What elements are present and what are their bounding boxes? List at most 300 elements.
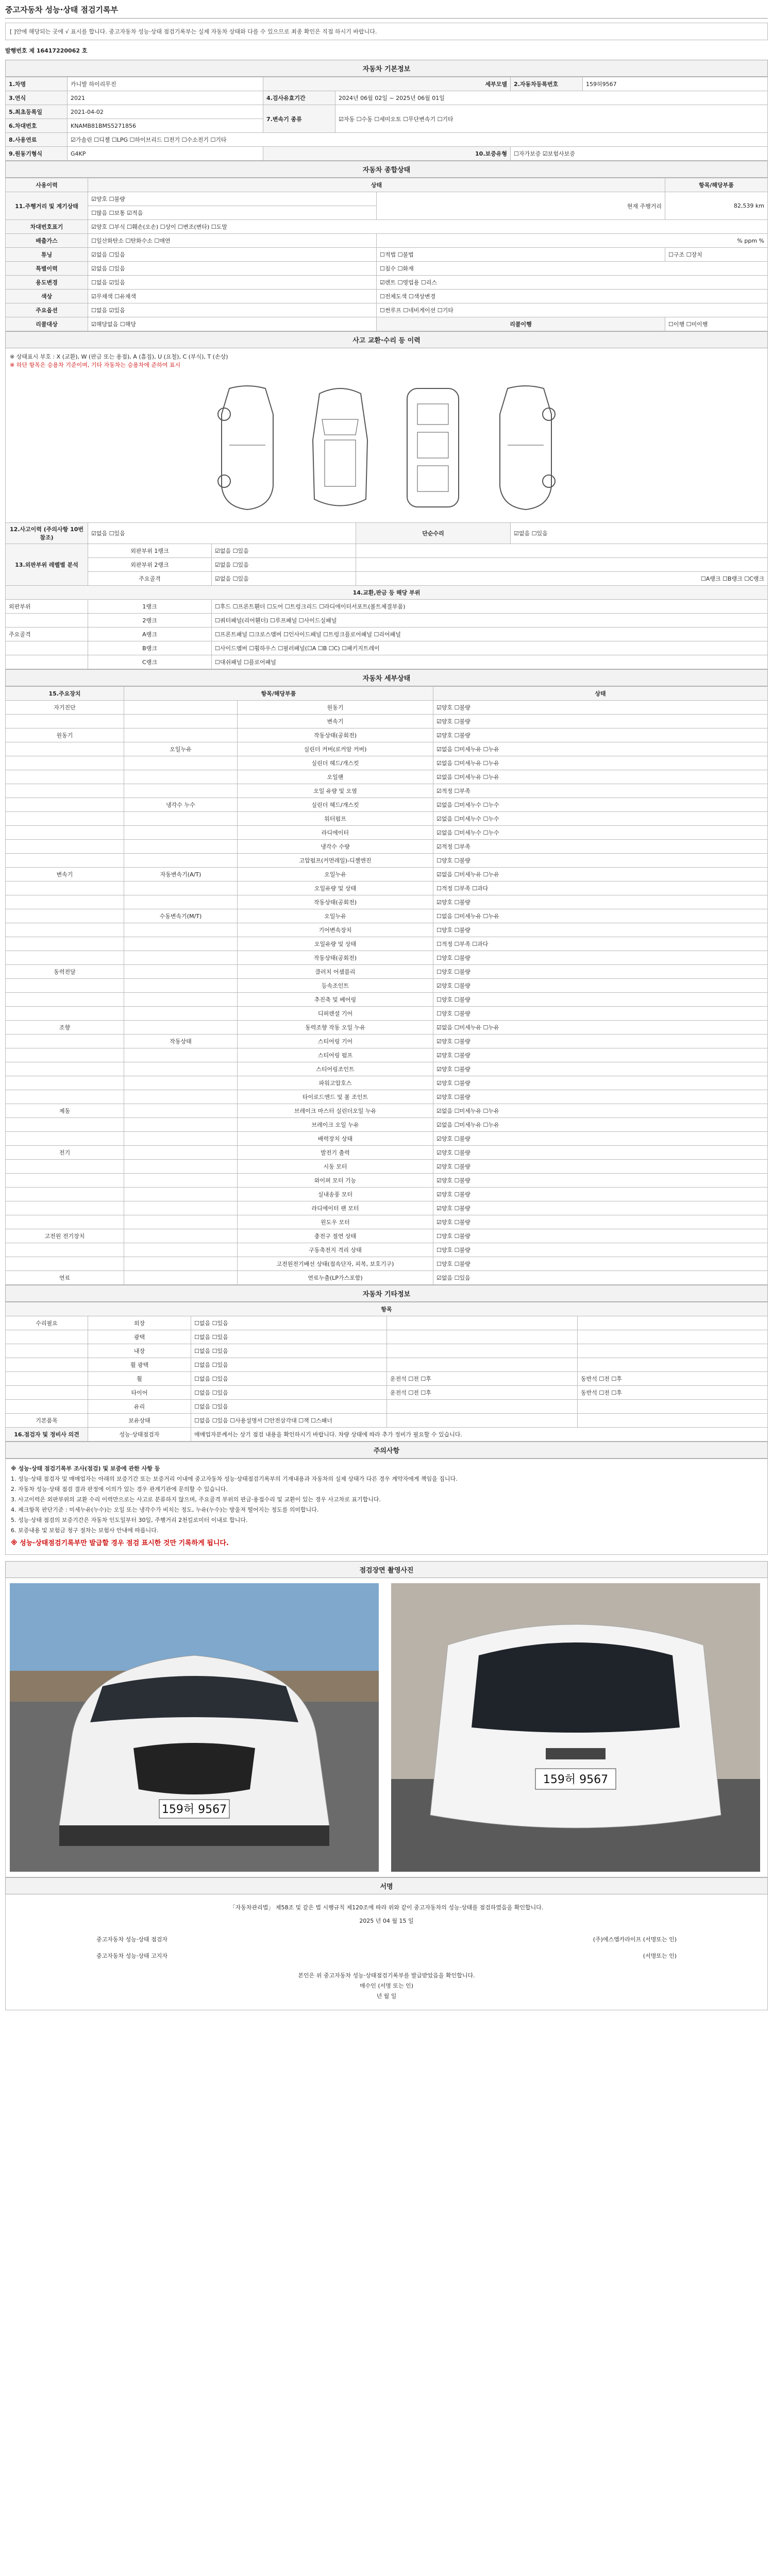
- car-interior-icon: [394, 383, 472, 512]
- cell: ☐없음 ☐있음: [191, 1386, 387, 1400]
- table-row: [6, 923, 768, 937]
- table-row: [6, 979, 768, 993]
- cell: 라디에이터 팬 모터: [238, 1201, 433, 1215]
- car-top-icon: [301, 383, 379, 512]
- cell: [6, 715, 124, 728]
- cell: 원동기: [6, 728, 124, 742]
- cell: 세부모델: [263, 77, 511, 91]
- cell: 조향: [6, 1021, 124, 1035]
- cell: [6, 1386, 88, 1400]
- car-side-left-icon: [209, 383, 286, 512]
- cell: [578, 1330, 768, 1344]
- table-row: [6, 1048, 768, 1062]
- caution-title: 주의사항: [5, 1442, 768, 1459]
- cell: ☑적정 ☐부족: [433, 784, 768, 798]
- caution-line: 6. 보증내용 및 보험금 청구 절차는 보험사 안내에 따릅니다.: [11, 1527, 159, 1534]
- cell: B랭크: [88, 641, 212, 655]
- table-row: [6, 812, 768, 826]
- cell: [124, 826, 238, 840]
- cell: 오일 유량 및 오염: [238, 784, 433, 798]
- cell: C랭크: [88, 655, 212, 669]
- detail-rows: [6, 701, 768, 1285]
- cell: ☑무채색 ☐유채색: [88, 290, 377, 303]
- cell: 10.보증유형: [263, 147, 511, 161]
- cell: [6, 655, 88, 669]
- cell: 외판부위 1랭크: [88, 544, 212, 558]
- cell: 159허9567: [583, 77, 768, 91]
- cell: ☐없음 ☐있음: [191, 1344, 387, 1358]
- cell: 연료: [6, 1271, 124, 1285]
- cell: 냉각수 수량: [238, 840, 433, 854]
- cell: % ppm %: [377, 234, 768, 248]
- caution-line: 2. 자동차 성능·상태 점검 결과 판정에 이의가 있는 경우 관계기관에 문의할 수 있습니다.: [11, 1486, 228, 1493]
- cell: ☐대쉬패널 ☐플로어패널: [212, 655, 768, 669]
- front-photo: [10, 1583, 379, 1872]
- cell: ☐없음 ☐있음: [191, 1316, 387, 1330]
- cell: 클러치 어셈블리: [238, 965, 433, 979]
- cell: [6, 826, 124, 840]
- table-row: [6, 1188, 768, 1201]
- cell: ☐양호 ☐불량: [433, 993, 768, 1007]
- cell: [387, 1358, 578, 1372]
- cell: 1랭크: [88, 600, 212, 614]
- table-row: [6, 1243, 768, 1257]
- cell: 3.연식: [6, 91, 68, 105]
- cell: 주요옵션: [6, 303, 88, 317]
- cell: [6, 1118, 124, 1132]
- table-row: [6, 784, 768, 798]
- cell: 와이퍼 모터 기능: [238, 1174, 433, 1188]
- cell: ☐없음 ☐있음: [191, 1330, 387, 1344]
- table-row: [6, 1160, 768, 1174]
- cell: 디퍼렌셜 기어: [238, 1007, 433, 1021]
- cell: 배출가스: [6, 234, 88, 248]
- cell: ☐사이드멤버 ☐휠하우스 ☐필러패널(☐A ☐B ☐C) ☐패키지트레이: [212, 641, 768, 655]
- cell: 6.차대번호: [6, 119, 68, 133]
- cell: KNAMB81BMS5271856: [68, 119, 263, 133]
- cell: ☑가솔린 ☐디젤 ☐LPG ☐하이브리드 ☐전기 ☐수소전기 ☐기타: [68, 133, 768, 147]
- table-row: [6, 586, 768, 600]
- car-diagram: [5, 373, 768, 522]
- cell: [124, 965, 238, 979]
- cell: ☐없음 ☐있음: [191, 1372, 387, 1386]
- cell: ☑없음 ☐있음: [433, 1271, 768, 1285]
- table-row: [6, 523, 768, 544]
- table-row: [6, 1358, 768, 1372]
- table-row: [6, 1021, 768, 1035]
- cell: 충전구 절연 상태: [238, 1229, 433, 1243]
- cell: [6, 1400, 88, 1414]
- accident-title: 사고 교환·수리 등 이력: [5, 331, 768, 348]
- cell: [6, 1188, 124, 1201]
- cell: [356, 558, 768, 572]
- cell: ☑양호 ☐불량: [433, 701, 768, 715]
- cell: ☑양호 ☐불량: [433, 715, 768, 728]
- table-row: [6, 220, 768, 234]
- cell: [124, 756, 238, 770]
- cell: ☑양호 ☐불량: [433, 1076, 768, 1090]
- table-row: [6, 77, 768, 91]
- cell: 유리: [88, 1400, 191, 1414]
- cell: ☐일산화탄소 ☐탄화수소 ☐매연: [88, 234, 377, 248]
- cell: ☐없음 ☑있음: [88, 276, 377, 290]
- cell: ☐A랭크 ☐B랭크 ☐C랭크: [356, 572, 768, 586]
- cell: [387, 1400, 578, 1414]
- table-row: [6, 572, 768, 586]
- cell: [6, 1174, 124, 1188]
- other-rows: [6, 1316, 768, 1428]
- cell: 동반석 ☐전 ☐후: [578, 1372, 768, 1386]
- table-row: [6, 1428, 768, 1442]
- notice-box: [5, 23, 768, 40]
- caution-emphasis: ※ 성능·상태점검기록부만 발급할 경우 점검 표시한 것만 기록하게 됩니다.: [11, 1539, 229, 1547]
- cell: 2021-04-02: [68, 105, 263, 119]
- cell: 휠: [88, 1372, 191, 1386]
- table-row: [6, 1386, 768, 1400]
- cell: ☑없음 ☐있음: [88, 523, 356, 544]
- table-row: [6, 133, 768, 147]
- table-row: [6, 1062, 768, 1076]
- rear-car-image: [391, 1583, 760, 1872]
- notice-text: [ ]안에 해당되는 곳에 √ 표시를 합니다. 중고자동차 성능·상태 점검기록부는 실제 자동차 상태와 다를 수 있으므로 최종 확인은 직접 하시기 바랍니다.: [10, 28, 377, 35]
- cell: ☐양호 ☐불량: [433, 965, 768, 979]
- table-row: [6, 147, 768, 161]
- cell: 워터펌프: [238, 812, 433, 826]
- cell: 항목: [6, 1302, 768, 1316]
- cell: ☑없음 ☐미세누유 ☐누유: [433, 868, 768, 882]
- cell: ☑양호 ☐불량: [88, 192, 377, 206]
- doc-no-value: 16417220062: [36, 47, 80, 54]
- cell: [6, 895, 124, 909]
- cell: ☑없음 ☐있음: [212, 572, 356, 586]
- cell: 냉각수 누수: [124, 798, 238, 812]
- cell: ☑양호 ☐불량: [433, 1160, 768, 1174]
- table-row: [6, 1090, 768, 1104]
- cell: 스티어링조인트: [238, 1062, 433, 1076]
- table-row: [6, 1215, 768, 1229]
- cell: 추진축 및 베어링: [238, 993, 433, 1007]
- table-row: [6, 290, 768, 303]
- cell: [6, 1048, 124, 1062]
- cell: [124, 1090, 238, 1104]
- table-row: [6, 895, 768, 909]
- cell: 구동축전지 격리 상태: [238, 1243, 433, 1257]
- cell: ☑양호 ☐불량: [433, 1132, 768, 1146]
- doc-no-suffix: 호: [81, 47, 88, 54]
- cell: ☐프론트패널 ☐크로스멤버 ☐인사이드패널 ☐트렁크플로어패널 ☐리어패널: [212, 628, 768, 641]
- inspector-name: (주)에스엠카라이프 (서명또는 인): [593, 1936, 677, 1943]
- cell: 실린더 헤드/개스킷: [238, 798, 433, 812]
- cell: [124, 701, 238, 715]
- cell: 작동상태(공회전): [238, 728, 433, 742]
- cell: [578, 1414, 768, 1428]
- cell: [665, 192, 768, 220]
- cell: 오일누유: [238, 909, 433, 923]
- cell: [578, 1358, 768, 1372]
- cell: 수동변속기(M/T): [124, 909, 238, 923]
- cell: [124, 715, 238, 728]
- doc-no-label: 발행번호 제: [5, 47, 35, 54]
- table-row: [6, 854, 768, 868]
- cell: ☐없음 ☐미세누유 ☐누유: [433, 909, 768, 923]
- table-row: [6, 756, 768, 770]
- cell: ☑없음 ☐미세누유 ☐누유: [433, 1104, 768, 1118]
- table-row: [6, 1132, 768, 1146]
- cell: 브레이크 마스터 실린더오일 누유: [238, 1104, 433, 1118]
- cell: 1.차명: [6, 77, 68, 91]
- cell: ☑양호 ☐불량: [433, 1048, 768, 1062]
- cell: ☑양호 ☐불량: [433, 895, 768, 909]
- cell: 상태: [88, 178, 665, 192]
- cell: 고압펌프(커먼레일)-디젤엔진: [238, 854, 433, 868]
- cell: ☑해당없음 ☐해당: [88, 317, 377, 331]
- car-side-right-icon: [487, 383, 564, 512]
- receiver-date: 년 월 일: [376, 1993, 397, 1999]
- table-row: [6, 276, 768, 290]
- table-row: [6, 1035, 768, 1048]
- cell: G4KP: [68, 147, 263, 161]
- cell: [124, 840, 238, 854]
- table-row: [6, 742, 768, 756]
- table-row: [6, 1372, 768, 1386]
- table-row: [6, 655, 768, 669]
- cell: [6, 1243, 124, 1257]
- cell: 7.변속기 종류: [263, 105, 335, 133]
- table-row: [6, 105, 768, 119]
- notifier-row: [14, 1948, 759, 1964]
- cell: 성능·상태점검자: [88, 1428, 191, 1442]
- cell: 자기진단: [6, 701, 124, 715]
- table-row: [6, 1316, 768, 1330]
- cell: ☐많음 ☐보통 ☑적음: [88, 206, 377, 220]
- mileage-value: 82,539 km: [733, 202, 764, 209]
- cell: [6, 1257, 124, 1271]
- cell: 수리필요: [6, 1316, 88, 1330]
- cell: 실린더 헤드/개스킷: [238, 756, 433, 770]
- document-number: [5, 44, 768, 60]
- cell: ☐양호 ☐불량: [433, 854, 768, 868]
- table-row: [6, 1271, 768, 1285]
- cell: 고전원전기배선 상태(접속단자, 피복, 보호기구): [238, 1257, 433, 1271]
- cell: ☐없음 ☑있음: [88, 303, 377, 317]
- cell: 전기: [6, 1146, 124, 1160]
- table-row: [6, 1414, 768, 1428]
- cell: 오일유량 및 상태: [238, 882, 433, 895]
- cell: ☑양호 ☐불량: [433, 728, 768, 742]
- table-row: [6, 965, 768, 979]
- signature-box: [5, 1894, 768, 2010]
- inspection-record-page: [5, 0, 768, 2576]
- cell: 작동상태: [124, 1035, 238, 1048]
- caution-box: [5, 1459, 768, 1555]
- cell: ☐없음 ☐있음 ☐사용설명서 ☐안전삼각대 ☐잭 ☐스패너: [191, 1414, 387, 1428]
- cell: 8.사용연료: [6, 133, 68, 147]
- table-row: [6, 868, 768, 882]
- cell: ☑없음 ☐미세누유 ☐누유: [433, 1118, 768, 1132]
- cell: 브레이크 오일 누유: [238, 1118, 433, 1132]
- signature-statement: 「자동차관리법」 제58조 및 같은 법 시행규칙 제120조에 따라 위와 같이 중고자동차의 성능·상태를 점검하였음을 확인합니다.: [229, 1904, 544, 1911]
- table-row: [6, 882, 768, 895]
- cell: ☑없음 ☐있음: [212, 558, 356, 572]
- table-row: [6, 248, 768, 262]
- table-row: [6, 614, 768, 628]
- cell: 스티어링 펌프: [238, 1048, 433, 1062]
- cell: ☑없음 ☐미세누유 ☐누유: [433, 770, 768, 784]
- cell: ☑양호 ☐불량: [433, 1201, 768, 1215]
- table-row: [6, 1174, 768, 1188]
- table-row: [6, 840, 768, 854]
- cell: 오일팬: [238, 770, 433, 784]
- table-row: [6, 178, 768, 192]
- cell: [124, 1174, 238, 1188]
- cell: 2랭크: [88, 614, 212, 628]
- cell: [124, 979, 238, 993]
- cell: [6, 1007, 124, 1021]
- cell: [124, 1215, 238, 1229]
- table-row: [6, 1257, 768, 1271]
- cell: [6, 909, 124, 923]
- cell: 사용이력: [6, 178, 88, 192]
- front-car-image: [10, 1583, 379, 1872]
- cell: 휠 광택: [88, 1358, 191, 1372]
- cell: 오일누유: [124, 742, 238, 756]
- table-row: [6, 1146, 768, 1160]
- cell: 운전석 ☐전 ☐후: [387, 1386, 578, 1400]
- other-title: 자동차 기타정보: [5, 1285, 768, 1302]
- cell: ☑없음 ☐미세누수 ☐누수: [433, 812, 768, 826]
- cell: ☐자가보증 ☑보험사보증: [511, 147, 768, 161]
- cell: ☐양호 ☐불량: [433, 1257, 768, 1271]
- cell: ☑없음 ☐있음: [511, 523, 768, 544]
- cell: ☑없음 ☐미세누수 ☐누수: [433, 798, 768, 812]
- table-row: [6, 1076, 768, 1090]
- cell: ☑양호 ☐불량: [433, 1090, 768, 1104]
- cell: [6, 1344, 88, 1358]
- cell: ☐적정 ☐부족 ☐과다: [433, 937, 768, 951]
- cell: 항목/해당부품: [665, 178, 768, 192]
- table-row: [6, 993, 768, 1007]
- cell: 튜닝: [6, 248, 88, 262]
- cell: ☑렌트 ☐영업용 ☐리스: [377, 276, 768, 290]
- cell: [124, 784, 238, 798]
- cell: [124, 1104, 238, 1118]
- cell: [6, 1132, 124, 1146]
- cell: [124, 1132, 238, 1146]
- notifier-label: 중고자동차 성능·상태 고지자: [96, 1953, 168, 1959]
- cell: [124, 951, 238, 965]
- cell: [6, 854, 124, 868]
- cell: 기본품목: [6, 1414, 88, 1428]
- table-row: [6, 234, 768, 248]
- cell: 12.사고이력 (주의사항 10번 참조): [6, 523, 88, 544]
- cell: [124, 1271, 238, 1285]
- cell: [578, 1344, 768, 1358]
- cell: 주요골격: [6, 628, 88, 641]
- basic-info-table: [5, 77, 768, 161]
- caution-line: 4. 체크항목 판단기준 : 미세누유(누수)는 오일 또는 냉각수가 비치는 정도, 누유(누수)는 방울져 떨어지는 정도를 의미합니다.: [11, 1506, 319, 1513]
- cell: 원동기: [238, 701, 433, 715]
- cell: ☐양호 ☐불량: [433, 1243, 768, 1257]
- table-row: [6, 715, 768, 728]
- table-row: [6, 1330, 768, 1344]
- cell: 외판부위 2랭크: [88, 558, 212, 572]
- cell: ☑양호 ☐불량: [433, 1174, 768, 1188]
- cell: 자동변속기(A/T): [124, 868, 238, 882]
- cell: A랭크: [88, 628, 212, 641]
- cell: [6, 742, 124, 756]
- cell: ☑자동 ☐수동 ☐세미오토 ☐무단변속기 ☐기타: [335, 105, 768, 133]
- accident-legend: [5, 348, 768, 373]
- cell: 오일누유: [238, 868, 433, 882]
- receive-statement: 본인은 위 중고자동차 성능·상태점검기록부를 발급받았음을 확인합니다.: [298, 1972, 475, 1979]
- cell: 발전기 출력: [238, 1146, 433, 1160]
- cell: ☐쿼터패널(리어휀더) ☐루프패널 ☐사이드실패널: [212, 614, 768, 628]
- cell: 리콜이행: [377, 317, 665, 331]
- front-plate: 159허 9567: [161, 1803, 227, 1816]
- cell: ☑양호 ☐불량: [433, 1188, 768, 1201]
- table-row: [6, 262, 768, 276]
- cell: [6, 937, 124, 951]
- table-row: [6, 1104, 768, 1118]
- cell: [124, 923, 238, 937]
- cell: [124, 1160, 238, 1174]
- cell: [6, 798, 124, 812]
- cell: ☑양호 ☐부식 ☐훼손(오손) ☐상이 ☐변조(변타) ☐도말: [88, 220, 768, 234]
- cell: 윈도우 모터: [238, 1215, 433, 1229]
- inspector-row: [14, 1931, 759, 1948]
- cell: 타이어: [88, 1386, 191, 1400]
- cell: ☑없음 ☐있음: [88, 262, 377, 276]
- cell: 스티어링 기어: [238, 1035, 433, 1048]
- cell: 상태: [433, 687, 768, 701]
- cell: [377, 192, 665, 220]
- cell: 14.교환,판금 등 해당 부위: [6, 586, 768, 600]
- mileage-label: 현재 주행거리: [627, 202, 662, 210]
- cell: [124, 1243, 238, 1257]
- cell: [387, 1344, 578, 1358]
- cell: [6, 923, 124, 937]
- cell: [6, 1215, 124, 1229]
- table-row: [6, 1201, 768, 1215]
- table-row: [6, 641, 768, 655]
- cell: [124, 993, 238, 1007]
- cell: ☐양호 ☐불량: [433, 1007, 768, 1021]
- legend-line: ※ 하단 항목은 승용차 기준이며, 기타 자동차는 승용차에 준하여 표시: [10, 362, 181, 368]
- cell: 동반석 ☐전 ☐후: [578, 1386, 768, 1400]
- cell: ☐양호 ☐불량: [433, 923, 768, 937]
- cell: ☐침수 ☐화재: [377, 262, 768, 276]
- cell: 변속기: [238, 715, 433, 728]
- cell: ☑적정 ☐부족: [433, 840, 768, 854]
- cell: [578, 1316, 768, 1330]
- cell: [578, 1400, 768, 1414]
- notifier-name: (서명또는 인): [643, 1953, 677, 1959]
- cell: 변속기: [6, 868, 124, 882]
- table-row: [6, 1007, 768, 1021]
- table-row: [6, 770, 768, 784]
- cell: 실내송풍 모터: [238, 1188, 433, 1201]
- photo-gallery: [5, 1578, 768, 1877]
- cell: ☑없음 ☐있음: [212, 544, 356, 558]
- cell: 동력조향 작동 오일 누유: [238, 1021, 433, 1035]
- cell: 5.최초등록일: [6, 105, 68, 119]
- cell: ☐후드 ☐프론트휀더 ☐도어 ☐트렁크리드 ☐라디에이터서포트(볼트체결부품): [212, 600, 768, 614]
- cell: [124, 1146, 238, 1160]
- caution-line: 3. 사고이력은 외판부위의 교환 수리 이력만으로는 사고로 분류하지 않으며, 주요골격 부위의 판금·용접수리 및 교환이 있는 경우 사고차로 표기합니다.: [11, 1496, 381, 1503]
- cell: ☐전체도색 ☐색상변경: [377, 290, 768, 303]
- caution-line: 1. 성능·상태 점검자 및 매매업자는 아래의 보증기간 또는 보증거리 이내에 중고자동차 성능·상태점검기록부의 기재내용과 자동차의 실제 상태가 다른 경우 계약자에게 책임을 집니다.: [11, 1476, 458, 1482]
- cell: [124, 1076, 238, 1090]
